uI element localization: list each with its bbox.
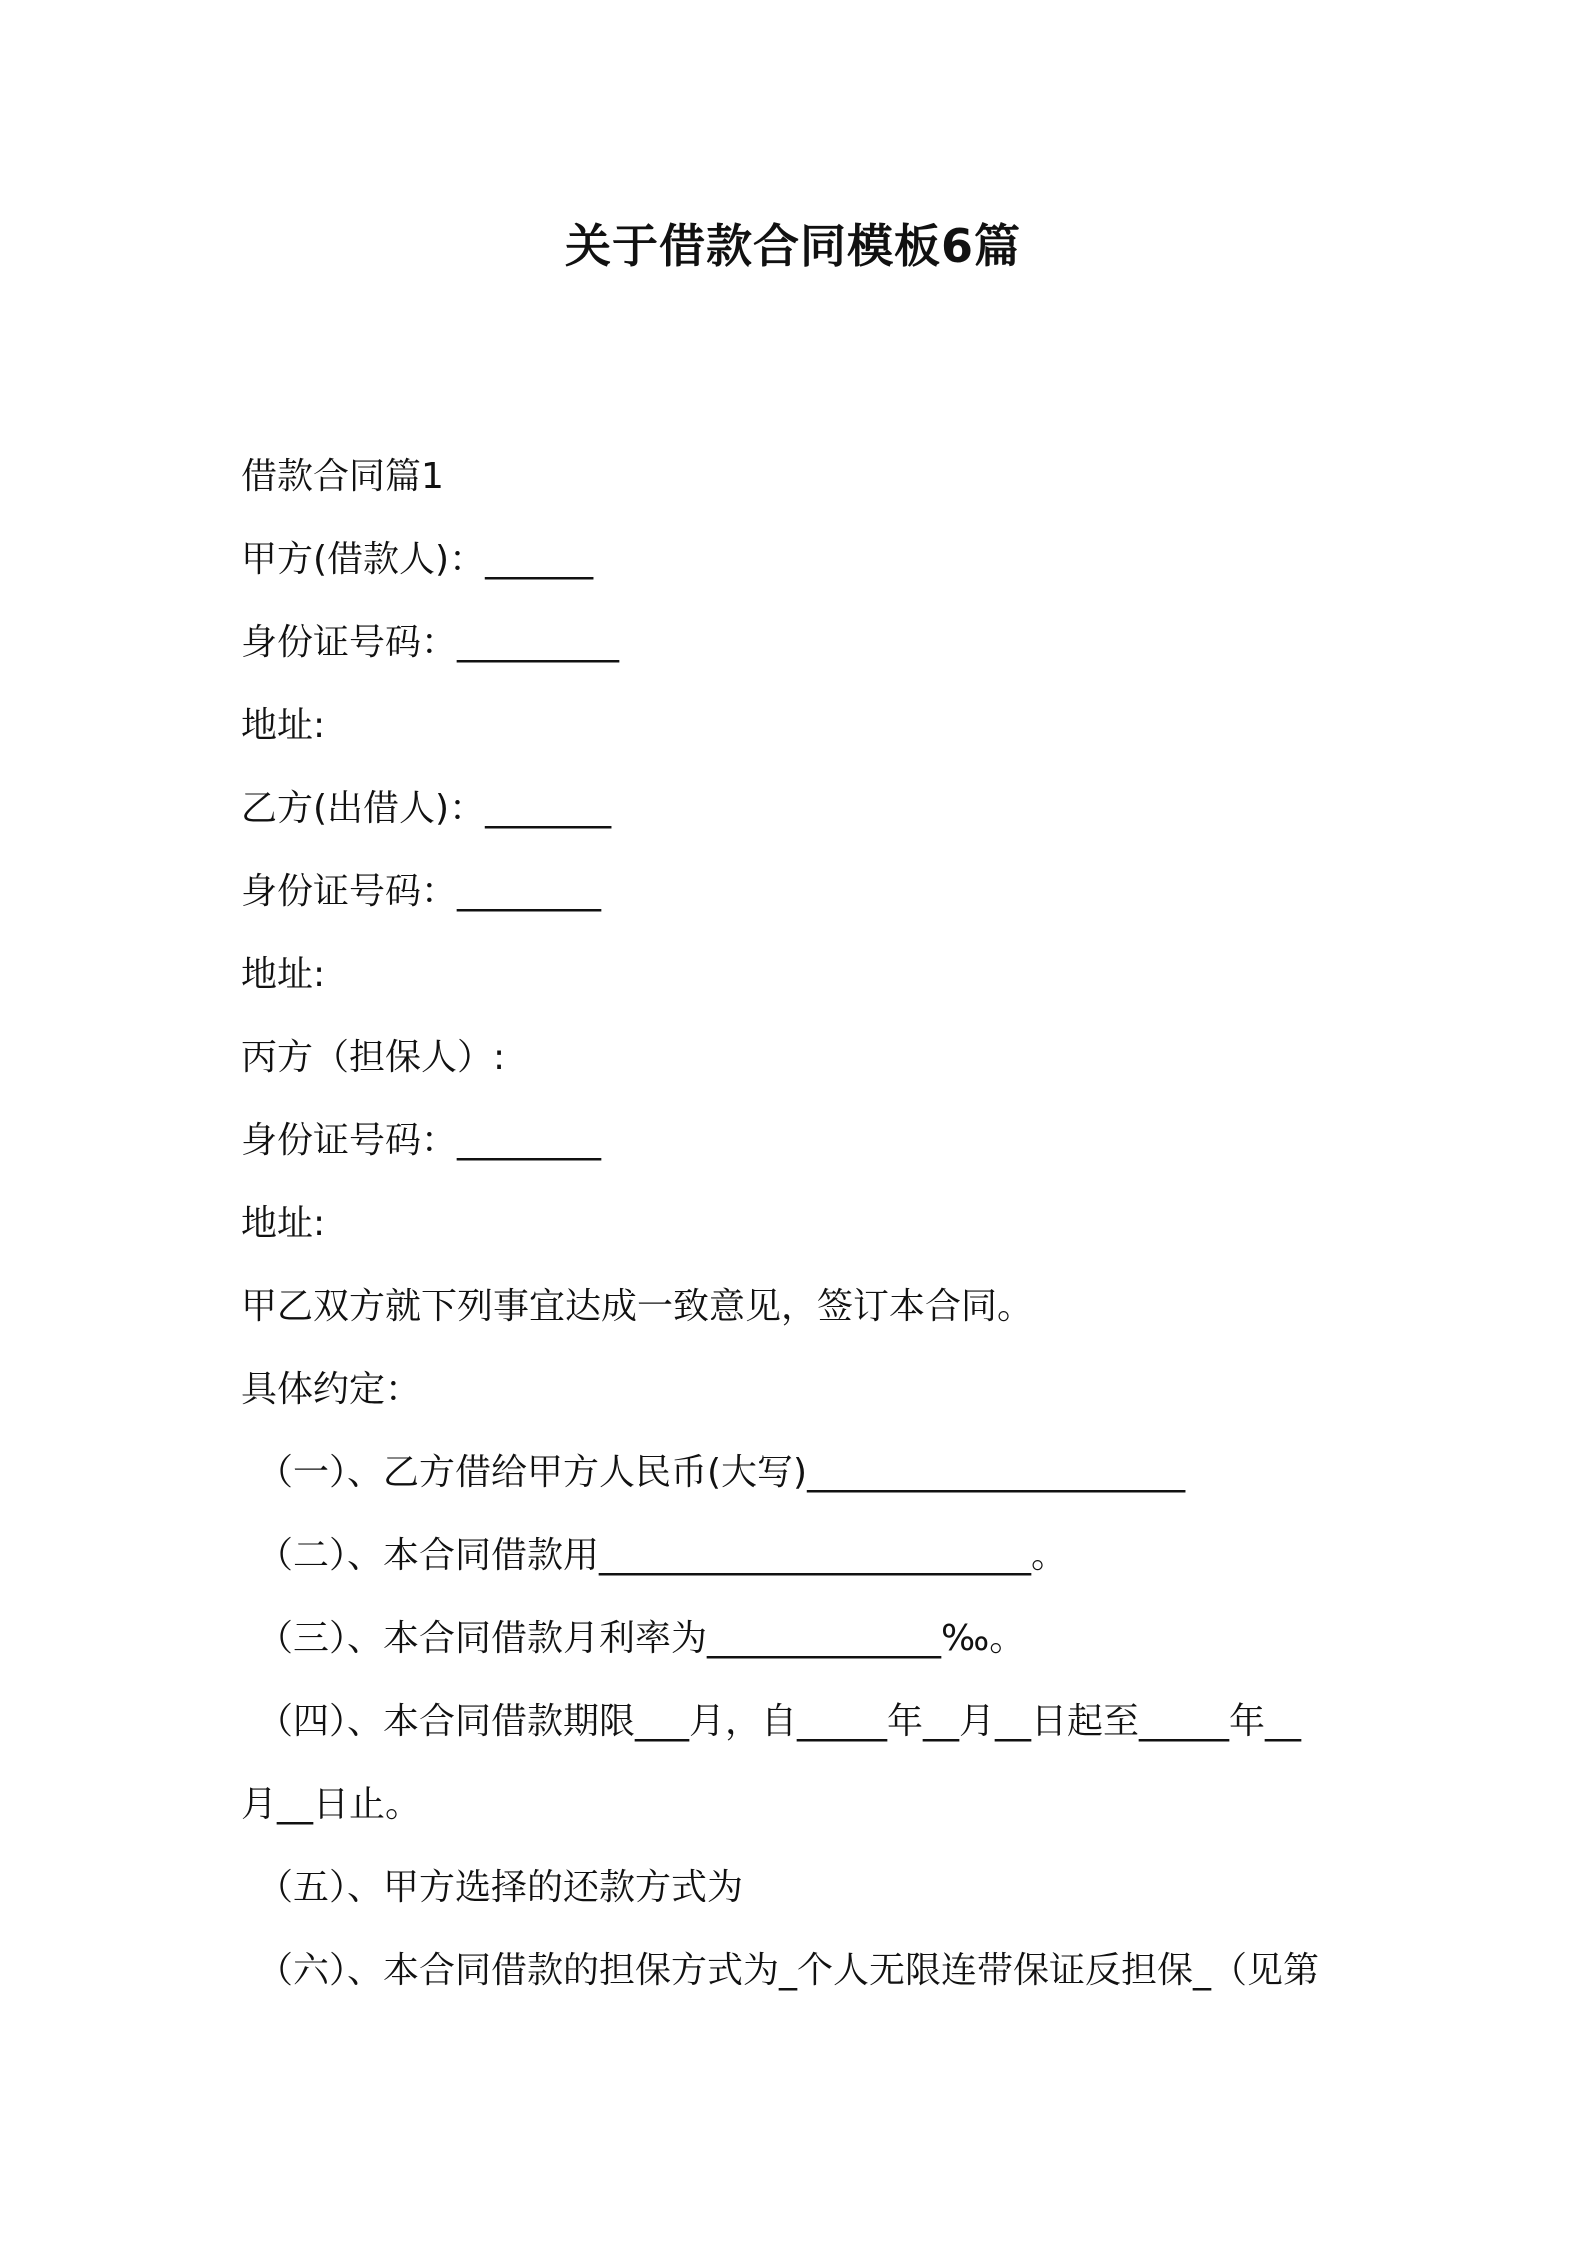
clause-2-purpose: （二）、本合同借款用________________________。 [257,1535,1068,1576]
party-b-lender: 乙方(出借人)：_______ [241,788,612,829]
clause-1-amount: （一）、乙方借给甲方人民币(大写)_____________________ [257,1452,1186,1493]
party-c-id-number: 身份证号码：________ [241,1120,602,1161]
party-a-id-number: 身份证号码：_________ [241,622,620,663]
clause-6-guarantee: （六）、本合同借款的担保方式为_个人无限连带保证反担保_（见第 [257,1950,1320,1991]
party-a-address: 地址: [241,705,326,746]
terms-heading: 具体约定： [241,1369,422,1410]
party-b-id-number: 身份证号码：________ [241,871,602,912]
document-title: 关于借款合同模板6篇 [564,219,1021,273]
clause-4-term: （四）、本合同借款期限___月，自_____年__月__日起至_____年__ [257,1701,1302,1742]
agreement-statement: 甲乙双方就下列事宜达成一致意见，签订本合同。 [241,1286,1034,1327]
clause-4-term-continued: 月__日止。 [241,1784,422,1825]
party-b-address: 地址: [241,954,326,995]
clause-5-repayment: （五）、甲方选择的还款方式为 [257,1867,744,1908]
section-heading: 借款合同篇1 [241,456,444,497]
clause-3-interest-rate: （三）、本合同借款月利率为_____________‰。 [257,1618,1026,1659]
party-a-borrower: 甲方(借款人)：______ [241,539,594,580]
party-c-address: 地址: [241,1203,326,1244]
party-c-guarantor: 丙方（担保人）: [241,1037,506,1078]
